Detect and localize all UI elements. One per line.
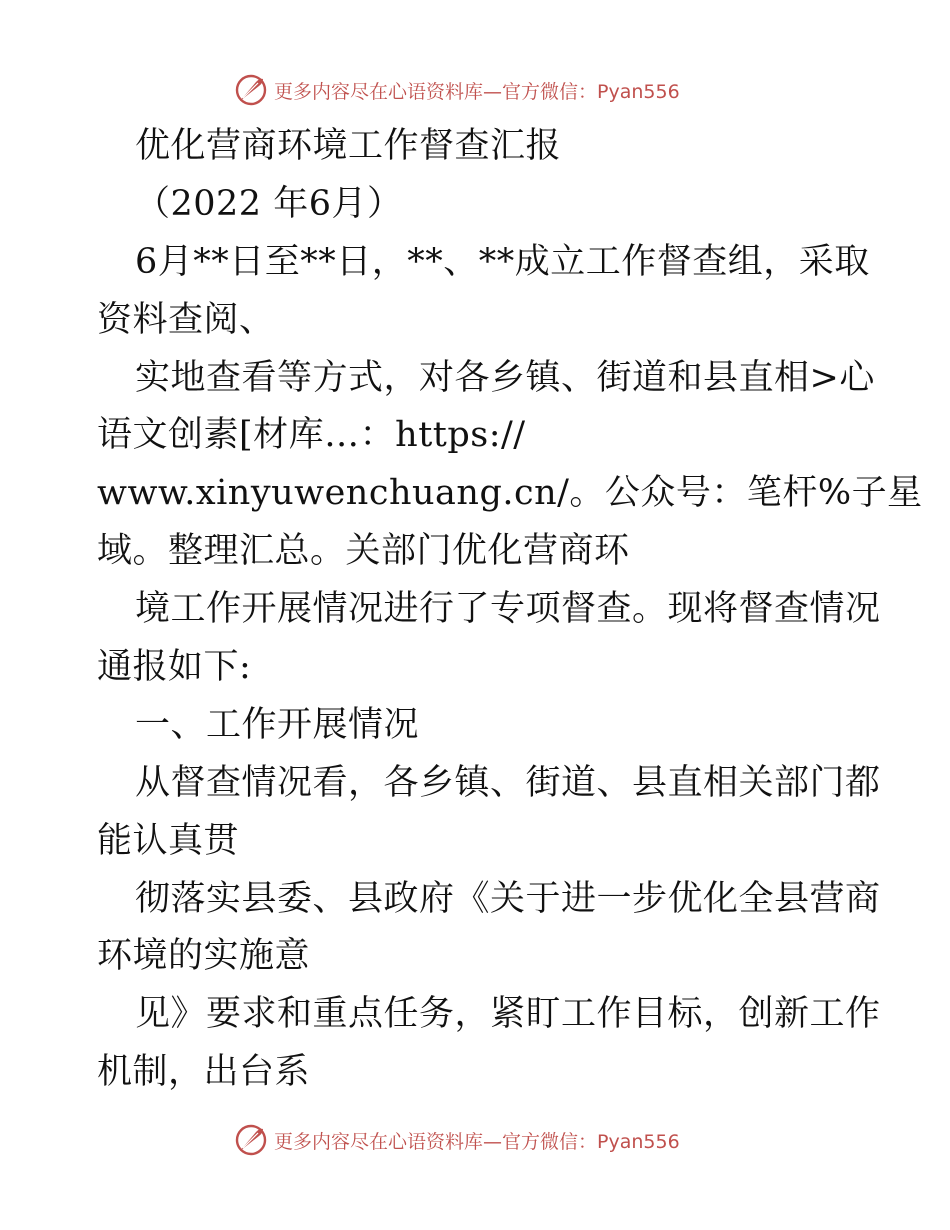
paragraph-line: 通报如下:	[97, 647, 252, 688]
watermark-text: 更多内容尽在心语资料库—官方微信：Pyan556	[274, 1130, 680, 1153]
paragraph-line: 见》要求和重点任务，紧盯工作目标，创新工作	[135, 994, 881, 1035]
paragraph-line: 彻落实县委、县政府《关于进一步优化全县营商	[135, 878, 881, 919]
footer-watermark	[234, 1120, 680, 1160]
paragraph-line: 6月**日至**日，**、**成立工作督查组，采取	[135, 241, 870, 282]
document-date: （2022 年6月）	[135, 183, 403, 224]
paragraph-line: 从督查情况看，各乡镇、街道、县直相关部门都	[135, 762, 881, 803]
document-title: 优化营商环境工作督查汇报	[135, 126, 562, 166]
paragraph-line: 环境的实施意	[97, 936, 311, 977]
paragraph-line: 机制，出台系	[97, 1052, 311, 1093]
paragraph-line: 资料查阅、	[97, 299, 275, 340]
paragraph-line: www.xinyuwenchuang.cn/。公众号：笔杆%子星	[97, 473, 923, 514]
paragraph-line: 能认真贯	[97, 820, 240, 861]
quill-logo-icon	[234, 73, 268, 107]
paragraph-line: 实地查看等方式，对各乡镇、街道和县直相>心	[135, 357, 875, 398]
paragraph-line: 语文创素[材库…：https://	[97, 415, 526, 456]
paragraph-line: 境工作开展情况进行了专项督查。现将督查情况	[135, 589, 881, 630]
paragraph-line: 域。整理汇总。关部门优化营商环	[97, 531, 630, 572]
document-body	[97, 118, 923, 1102]
header-watermark	[234, 70, 680, 110]
quill-logo-icon	[234, 1123, 268, 1157]
watermark-text: 更多内容尽在心语资料库—官方微信：Pyan556	[274, 80, 680, 103]
section-heading: 一、工作开展情况	[135, 704, 420, 745]
